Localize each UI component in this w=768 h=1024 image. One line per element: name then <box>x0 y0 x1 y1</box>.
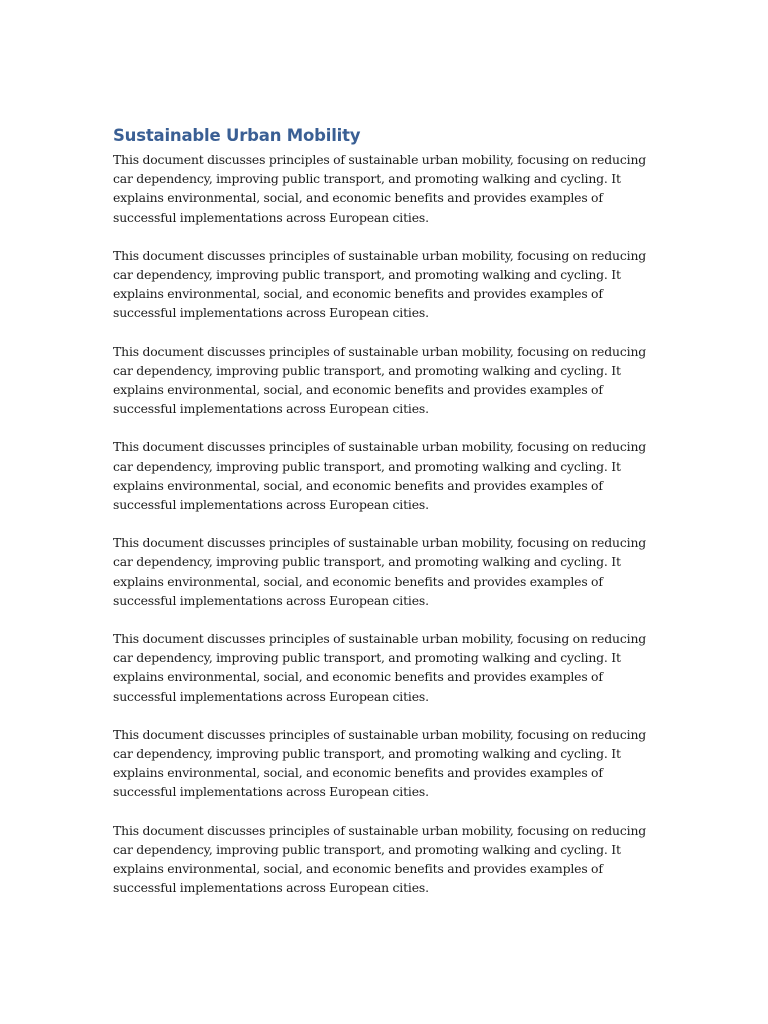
body-paragraph: This document discusses principles of sustainable urban mobility, focusing on reducing car dependency, improving public transport, and promoting walking and cycling. It explains environmental, social, and economic benefits and provides examples of successful implementations across European cities. <box>113 726 647 800</box>
document-title: Sustainable Urban Mobility <box>113 126 361 145</box>
body-paragraph: This document discusses principles of sustainable urban mobility, focusing on reducing car dependency, improving public transport, and promoting walking and cycling. It explains environmental, social, and economic benefits and provides examples of successful implementations across European cities. <box>113 631 647 704</box>
body-paragraph: This document discusses principles of sustainable urban mobility, focusing on reducing car dependency, improving public transport, and promoting walking and cycling. It explains environmental, social, and economic benefits and provides examples of successful implementations across European cities. <box>113 535 647 608</box>
body-paragraph: This document discusses principles of sustainable urban mobility, focusing on reducing car dependency, improving public transport, and promoting walking and cycling. It explains environmental, social, and economic benefits and provides examples of successful implementations across European cities. <box>113 152 647 225</box>
document-body <box>113 124 658 917</box>
body-paragraph: This document discusses principles of sustainable urban mobility, focusing on reducing car dependency, improving public transport, and promoting walking and cycling. It explains environmental, social, and economic benefits and provides examples of successful implementations across European cities. <box>113 439 647 513</box>
body-paragraph: This document discusses principles of sustainable urban mobility, focusing on reducing car dependency, improving public transport, and promoting walking and cycling. It explains environmental, social, and economic benefits and provides examples of successful implementations across European cities. <box>113 247 647 321</box>
body-paragraph: This document discusses principles of sustainable urban mobility, focusing on reducing car dependency, improving public transport, and promoting walking and cycling. It explains environmental, social, and economic benefits and provides examples of successful implementations across European cities. <box>113 343 647 417</box>
body-paragraph: This document discusses principles of sustainable urban mobility, focusing on reducing car dependency, improving public transport, and promoting walking and cycling. It explains environmental, social, and economic benefits and provides examples of successful implementations across European cities. <box>113 822 647 896</box>
